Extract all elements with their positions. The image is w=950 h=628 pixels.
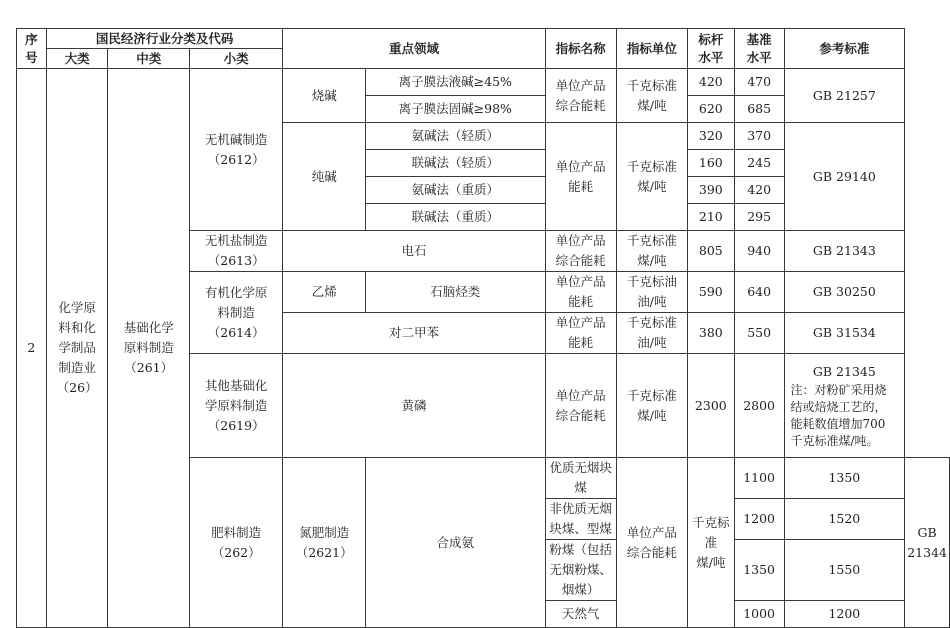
row-phosphorus-baseline: 2800 (734, 354, 784, 458)
middle-fert-line2: （262） (211, 544, 261, 560)
row-carbide-benchmark: 805 (687, 231, 734, 272)
header-seq-line1: 序 (25, 31, 38, 47)
header-industry-group: 国民经济行业分类及代码 (46, 29, 283, 49)
row-ion-solid-benchmark: 620 (687, 96, 734, 123)
header-reference: 参考标准 (784, 29, 905, 69)
indicator-ammonia-line2: 综合能耗 (626, 544, 677, 560)
row-ammonia-heavy-name: 氨碱法（重质） (366, 177, 546, 204)
unit-px (616, 313, 687, 354)
row-ion-solid-baseline: 685 (734, 96, 784, 123)
row-natural-gas-benchmark: 1000 (734, 601, 784, 628)
unit-soda-line1: 千克标准 (626, 158, 677, 174)
middle-fertilizer (189, 458, 282, 628)
minor-inorganic-alkali (189, 69, 282, 231)
indicator-ethylene-line1: 单位产品 (555, 274, 606, 289)
focus-synthetic-ammonia: 合成氨 (366, 458, 546, 628)
major-category (46, 69, 108, 628)
header-baseline (734, 29, 784, 69)
seq-value: 2 (17, 69, 47, 628)
unit-ethylene-line2: 油/吨 (637, 294, 667, 309)
row-ion-liquid-baseline: 470 (734, 69, 784, 96)
unit-ammonia-line2: 煤/吨 (696, 554, 726, 570)
unit-caustic-line2: 煤/吨 (637, 97, 667, 113)
unit-px-line1: 千克标准 (626, 315, 677, 330)
middle-basic-line3: （261） (124, 360, 174, 375)
unit-ethylene-line1: 千克标油 (626, 274, 677, 289)
major-line4: 制造业 (58, 360, 96, 375)
row-pulverized-baseline: 1550 (784, 540, 905, 601)
row-ammonia-heavy-baseline: 420 (734, 177, 784, 204)
indicator-ammonia-line1: 单位产品 (626, 524, 677, 540)
unit-phosphorus-line2: 煤/吨 (637, 407, 667, 423)
focus-caustic-soda: 烧碱 (283, 69, 366, 123)
row-ion-solid-name: 离子膜法固碱≥98% (366, 96, 546, 123)
minor-organic-chem (189, 272, 282, 354)
indicator-phosphorus-line1: 单位产品 (555, 387, 606, 403)
row-non-premium-benchmark: 1200 (734, 499, 784, 540)
ref-phosphorus-note-3: 能耗数值增加700 (790, 416, 886, 431)
row-ammonia-light-baseline: 370 (734, 123, 784, 150)
row-naphtha-benchmark: 590 (687, 272, 734, 313)
header-baseline-line2: 水平 (746, 49, 772, 65)
unit-ammonia-line1: 千克标准 (692, 514, 730, 550)
indicator-ammonia (616, 458, 687, 628)
unit-ammonia (687, 458, 734, 628)
indicator-px (545, 313, 616, 354)
ref-soda: GB 29140 (784, 123, 905, 231)
row-non-premium-name: 非优质无烟块煤、型煤 (545, 499, 616, 540)
indicator-carbide (545, 231, 616, 272)
unit-carbide-line1: 千克标准 (626, 233, 677, 248)
row-combined-light-baseline: 245 (734, 150, 784, 177)
row-carbide-baseline: 940 (734, 231, 784, 272)
ref-phosphorus-note-1: 注：对粉矿采用烧 (790, 382, 887, 397)
unit-phosphorus-line1: 千克标准 (626, 387, 677, 403)
row-natural-gas-baseline: 1200 (784, 601, 905, 628)
ref-phosphorus-note-4: 千克标准煤/吨。 (790, 433, 879, 448)
unit-carbide-line2: 煤/吨 (637, 253, 667, 268)
minor-alkali-line2: （2612） (207, 151, 265, 167)
unit-soda-line2: 煤/吨 (637, 178, 667, 194)
minor-other-basic (189, 354, 282, 458)
major-line2: 料和化 (58, 320, 96, 335)
unit-phosphorus (616, 354, 687, 458)
row-combined-light-name: 联碱法（轻质） (366, 150, 546, 177)
header-indicator-name: 指标名称 (545, 29, 616, 69)
indicator-ethylene (545, 272, 616, 313)
ref-ammonia: GB 21344 (905, 458, 950, 628)
minor-nitrogen-fert (283, 458, 366, 628)
indicator-caustic-line1: 单位产品 (555, 77, 606, 93)
header-seq (17, 29, 47, 69)
row-ion-liquid-benchmark: 420 (687, 69, 734, 96)
row-phosphorus-name: 黄磷 (283, 354, 545, 458)
focus-ethylene: 乙烯 (283, 272, 366, 313)
row-combined-heavy-benchmark: 210 (687, 204, 734, 231)
minor-nitrogen-line1: 氮肥制造 (299, 524, 350, 540)
header-seq-line2: 号 (25, 49, 38, 65)
middle-fert-line1: 肥料制造 (211, 524, 262, 540)
row-px-benchmark: 380 (687, 313, 734, 354)
minor-organic-line1: 有机化学原 (204, 284, 268, 300)
middle-basic-line1: 基础化学 (123, 320, 174, 335)
ref-caustic: GB 21257 (784, 69, 905, 123)
row-combined-heavy-baseline: 295 (734, 204, 784, 231)
row-ammonia-heavy-benchmark: 390 (687, 177, 734, 204)
minor-nitrogen-line2: （2621） (295, 544, 353, 560)
ref-ethylene: GB 30250 (784, 272, 905, 313)
row-px-baseline: 550 (734, 313, 784, 354)
row-ion-liquid-name: 离子膜法液碱≥45% (366, 69, 546, 96)
header-indicator-unit: 指标单位 (616, 29, 687, 69)
header-major: 大类 (46, 49, 108, 69)
row-naphtha-baseline: 640 (734, 272, 784, 313)
unit-px-line2: 油/吨 (637, 335, 667, 350)
header-minor: 小类 (189, 49, 282, 69)
row-combined-heavy-name: 联碱法（重质） (366, 204, 546, 231)
minor-other-line3: （2619） (207, 417, 265, 433)
row-anthracite-benchmark: 1100 (734, 458, 784, 499)
indicator-caustic (545, 69, 616, 123)
indicator-px-line2: 能耗 (568, 335, 594, 350)
row-anthracite-name: 优质无烟块煤 (545, 458, 616, 499)
indicator-soda-line1: 单位产品 (555, 158, 606, 174)
indicator-soda-line2: 能耗 (568, 178, 594, 194)
row-px-name: 对二甲苯 (283, 313, 545, 354)
header-benchmark-line1: 标杆 (698, 31, 724, 47)
indicator-phosphorus (545, 354, 616, 458)
row-phosphorus-benchmark: 2300 (687, 354, 734, 458)
header-baseline-line1: 基准 (746, 31, 772, 47)
minor-organic-line3: （2614） (207, 324, 265, 340)
minor-inorganic-salt (189, 231, 282, 272)
header-middle: 中类 (108, 49, 190, 69)
unit-carbide (616, 231, 687, 272)
indicator-carbide-line2: 综合能耗 (555, 253, 606, 268)
minor-salt-line2: （2613） (207, 253, 265, 268)
middle-basic-line2: 原料制造 (123, 340, 174, 355)
row-pulverized-name: 粉煤（包括无烟粉煤、烟煤） (545, 540, 616, 601)
major-line1: 化学原 (58, 300, 96, 315)
focus-soda-ash: 纯碱 (283, 123, 366, 231)
row-combined-light-benchmark: 160 (687, 150, 734, 177)
row-naphtha-name: 石脑烃类 (366, 272, 546, 313)
unit-ethylene (616, 272, 687, 313)
row-pulverized-benchmark: 1350 (734, 540, 784, 601)
indicator-caustic-line2: 综合能耗 (555, 97, 606, 113)
row-ammonia-light-name: 氨碱法（轻质） (366, 123, 546, 150)
indicator-carbide-line1: 单位产品 (555, 233, 606, 248)
row-carbide-name: 电石 (283, 231, 545, 272)
ref-carbide: GB 21343 (784, 231, 905, 272)
header-benchmark (687, 29, 734, 69)
header-focus-area: 重点领域 (283, 29, 545, 69)
row-non-premium-baseline: 1520 (784, 499, 905, 540)
minor-organic-line2: 料制造 (217, 304, 255, 320)
row-natural-gas-name: 天然气 (545, 601, 616, 628)
ref-phosphorus-note-2: 结或焙烧工艺的， (790, 399, 887, 414)
indicator-ethylene-line2: 能耗 (568, 294, 594, 309)
minor-alkali-line1: 无机碱制造 (204, 131, 268, 147)
row-anthracite-baseline: 1350 (784, 458, 905, 499)
minor-other-line1: 其他基础化 (204, 377, 268, 393)
ref-phosphorus-code: GB 21345 (812, 363, 876, 379)
header-benchmark-line2: 水平 (698, 49, 724, 65)
unit-caustic-line1: 千克标准 (626, 77, 677, 93)
indicator-soda (545, 123, 616, 231)
indicator-phosphorus-line2: 综合能耗 (555, 407, 606, 423)
ref-phosphorus (784, 354, 905, 458)
middle-basic-chem (108, 69, 190, 628)
major-line5: （26） (56, 380, 98, 395)
ref-px: GB 31534 (784, 313, 905, 354)
indicator-px-line1: 单位产品 (555, 315, 606, 330)
unit-soda (616, 123, 687, 231)
energy-benchmark-table (16, 28, 950, 628)
unit-caustic (616, 69, 687, 123)
minor-other-line2: 学原料制造 (204, 397, 268, 413)
minor-salt-line1: 无机盐制造 (204, 233, 268, 248)
major-line3: 学制品 (58, 340, 96, 355)
row-ammonia-light-benchmark: 320 (687, 123, 734, 150)
